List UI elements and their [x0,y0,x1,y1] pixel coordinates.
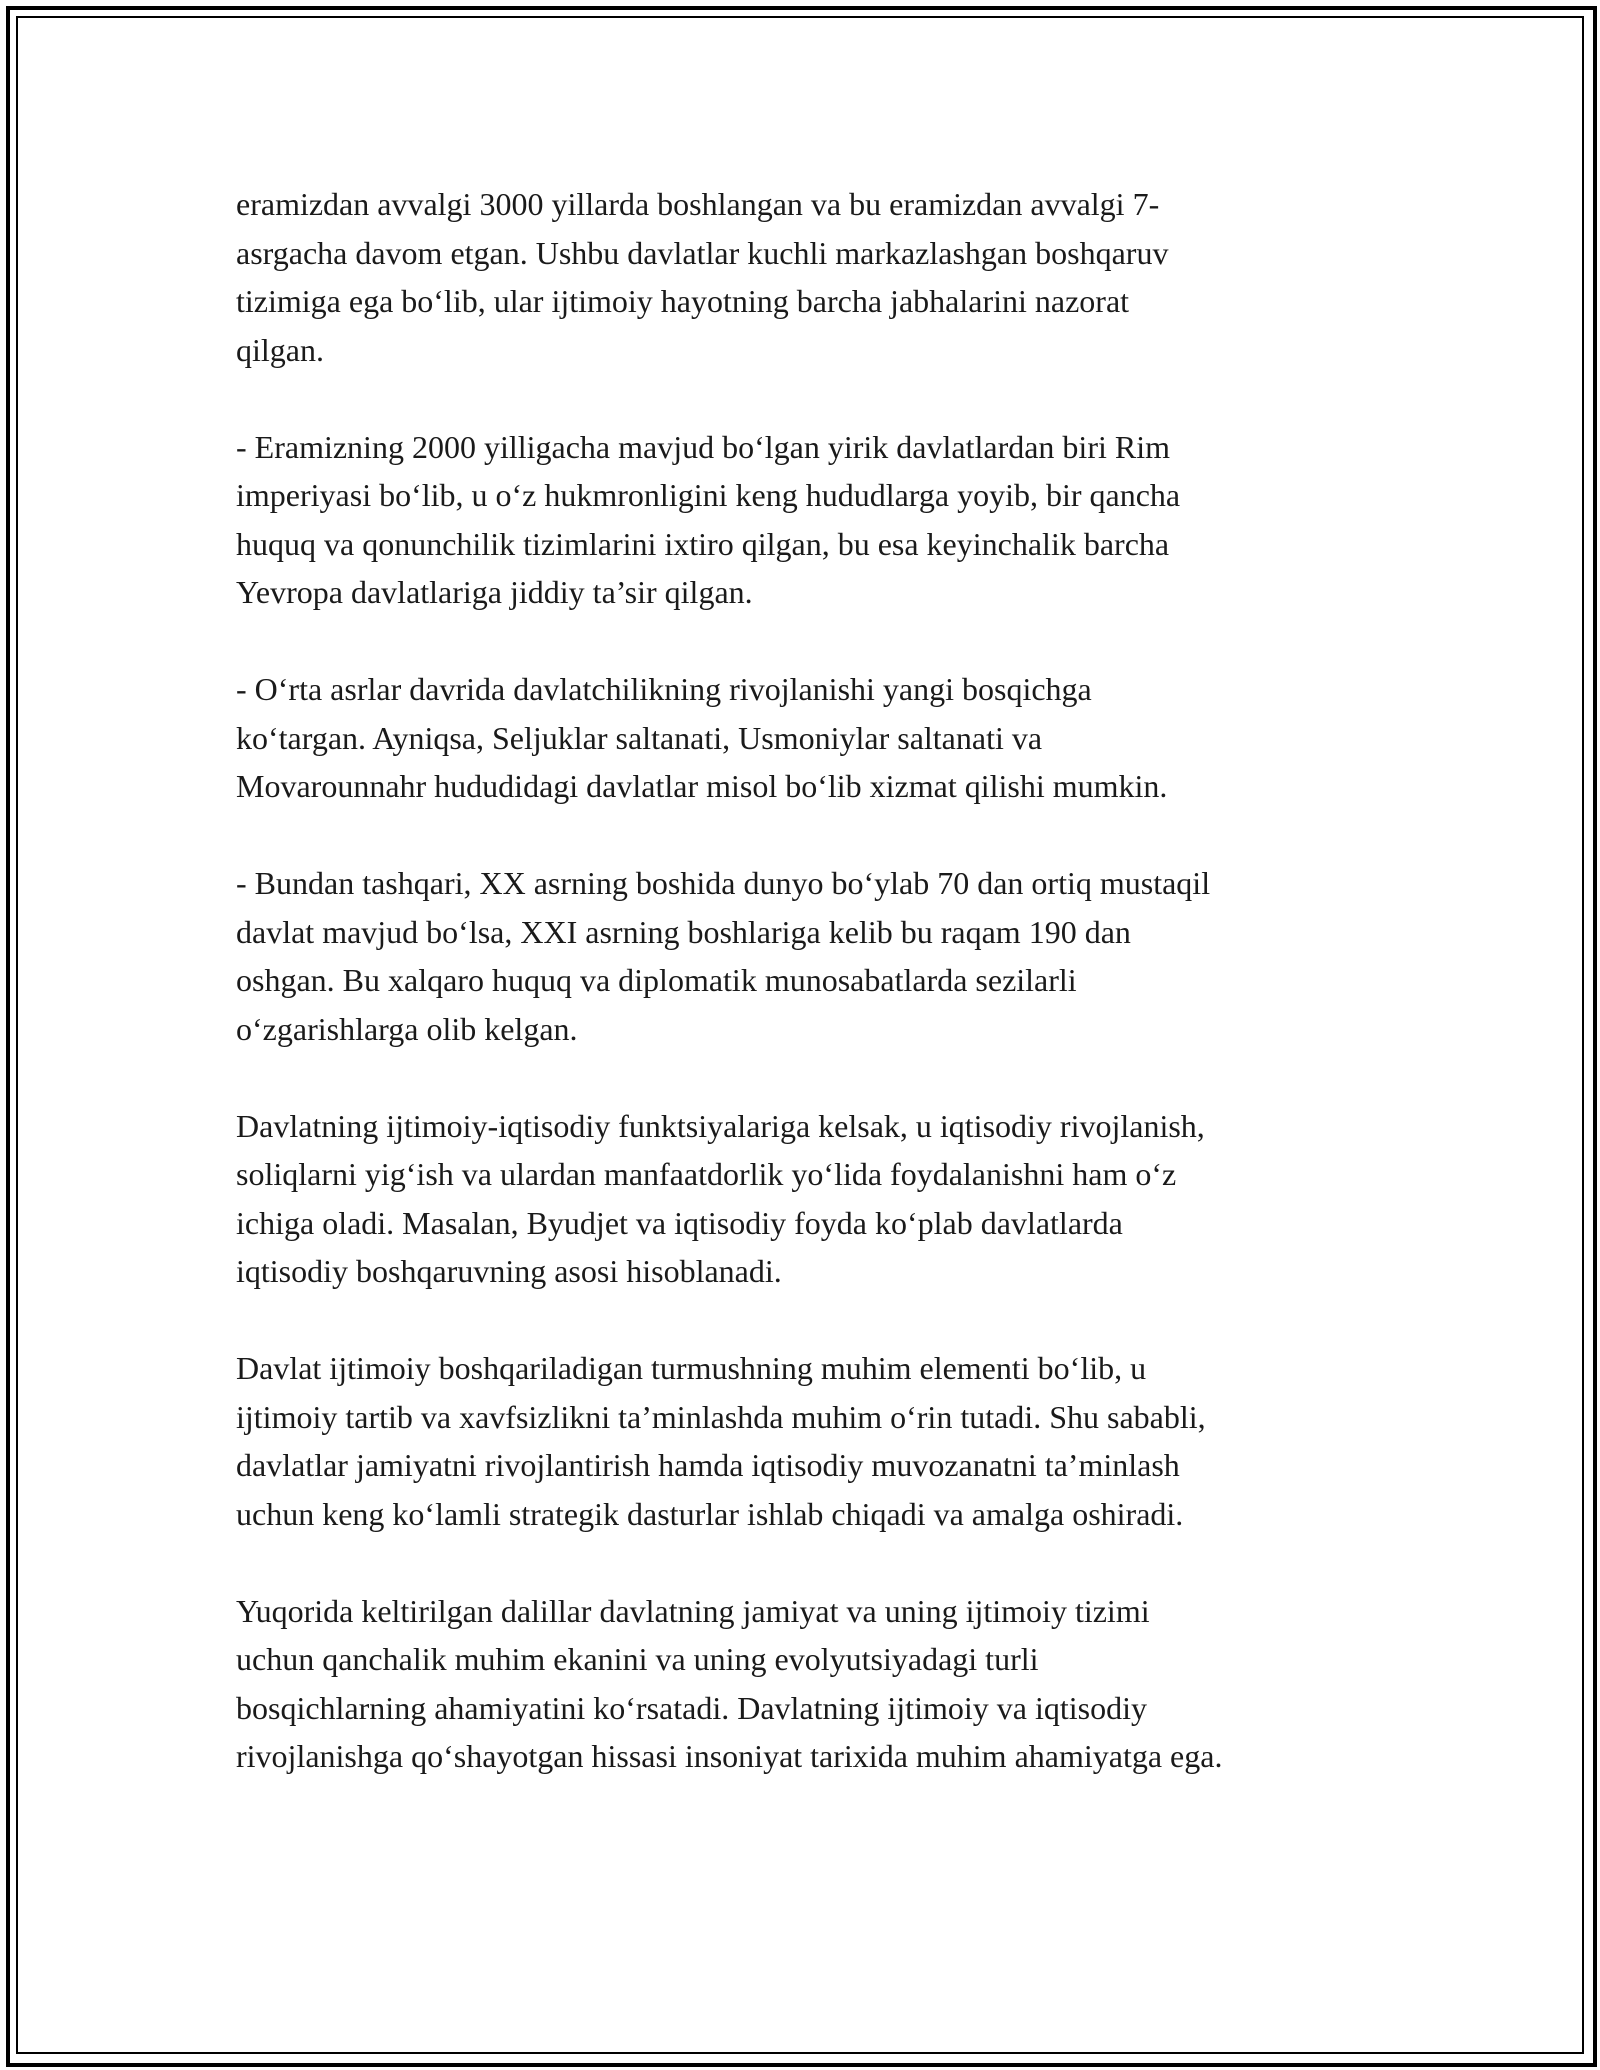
paragraph-3: - O‘rta asrlar davrida davlatchilikning rivojlanishi yangi bosqichga ko‘targan. Ayniqsa, Seljuklar saltanati, Usmoniylar saltanati va Movarounnahr hududidagi davlatlar misol bo‘lib xizmat qilishi mumkin. [236,671,1168,804]
paragraph-7: Yuqorida keltirilgan dalillar davlatning jamiyat va uning ijtimoiy tizimi uchun qanchalik muhim ekanini va uning evolyutsiyadagi turli bosqichlarning ahamiyatini ko‘rsatadi. Davlatning ijtimoiy va iqtisodiy rivojlanishga qo‘shayotgan hissasi insoniyat tarixida muhim ahamiyatga ega. [236,1592,1223,1774]
paragraph-4: - Bundan tashqari, XX asrning boshida dunyo bo‘ylab 70 dan ortiq mustaqil davlat mavjud bo‘lsa, XXI asrning boshlariga kelib bu raqam 190 dan oshgan. Bu xalqaro huquq va diplomatik munosabatlarda sezilarli o‘zgarishlarga olib kelgan. [236,865,1211,1047]
paragraph-2: - Eramizning 2000 yilligacha mavjud bo‘lgan yirik davlatlardan biri Rim imperiyasi bo‘lib, u o‘z hukmronligini keng hududlarga yoyib, bir qancha huquq va qonunchilik tizimlarini ixtiro qilgan, bu esa keyinchalik barcha Yevropa davlatlariga jiddiy ta’sir qilgan. [236,428,1181,610]
document-body [236,180,1396,1781]
paragraph-6: Davlat ijtimoiy boshqariladigan turmushning muhim elementi bo‘lib, u ijtimoiy tartib va xavfsizlikni ta’minlashda muhim o‘rin tutadi. Shu sababli, davlatlar jamiyatni rivojlantirish hamda iqtisodiy muvozanatni ta’minlash uchun keng ko‘lamli strategik dasturlar ishlab chiqadi va amalga oshiradi. [236,1350,1206,1532]
paragraph-5: Davlatning ijtimoiy-iqtisodiy funktsiyalariga kelsak, u iqtisodiy rivojlanish, soliqlarni yig‘ish va ulardan manfaatdorlik yo‘lida foydalanishni ham o‘z ichiga oladi. Masalan, Byudjet va iqtisodiy foyda ko‘plab davlatlarda iqtisodiy boshqaruvning asosi hisoblanadi. [236,1107,1205,1289]
paragraph-1: eramizdan avvalgi 3000 yillarda boshlangan va bu eramizdan avvalgi 7- asrgacha davom etgan. Ushbu davlatlar kuchli markazlashgan boshqaruv tizimiga ega bo‘lib, ular ijtimoiy hayotning barcha jabhalarini nazorat qilgan. [236,186,1169,368]
